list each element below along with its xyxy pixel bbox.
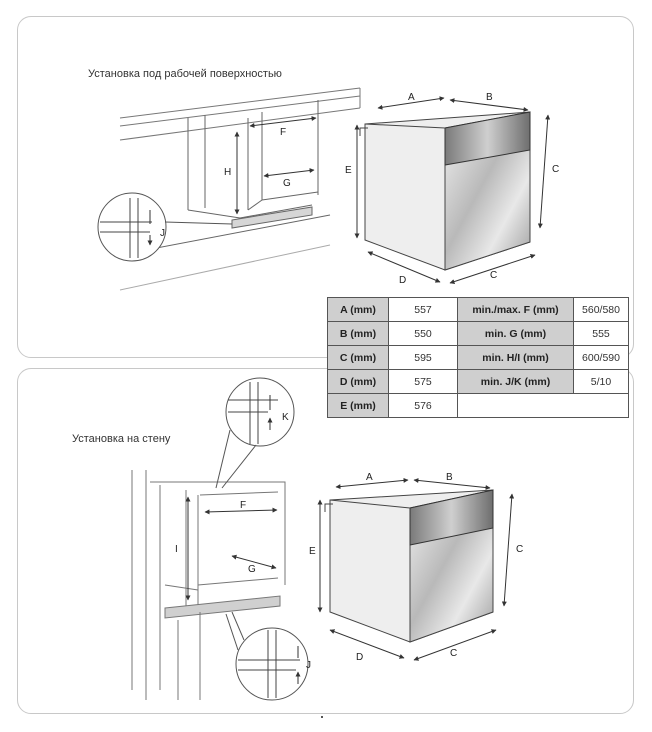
label-a-top: A <box>408 92 415 103</box>
label-c2-top: C <box>490 270 498 281</box>
table-value: 595 <box>389 346 458 370</box>
table-row <box>328 298 629 322</box>
table-row <box>328 346 629 370</box>
table-row <box>328 394 629 418</box>
label-i: I <box>175 544 178 555</box>
top-title: Установка под рабочей поверхностью <box>88 68 282 80</box>
oven-bottom <box>325 490 493 642</box>
table-key: min./max. F (mm) <box>458 298 574 322</box>
label-b-bottom: B <box>446 472 453 483</box>
table-value: 576 <box>389 394 458 418</box>
table-key: min. G (mm) <box>458 322 574 346</box>
detail-k <box>216 378 294 488</box>
label-h: H <box>224 167 232 178</box>
dim-g-line <box>264 170 314 176</box>
label-d-top: D <box>399 275 407 286</box>
table-row <box>328 370 629 394</box>
table-key: E (mm) <box>328 394 389 418</box>
table-key: min. H/I (mm) <box>458 346 574 370</box>
label-e-top: E <box>345 165 352 176</box>
label-k: K <box>282 412 289 423</box>
table-value: 560/580 <box>574 298 629 322</box>
table-value: 550 <box>389 322 458 346</box>
label-c2-bottom: C <box>450 648 458 659</box>
label-j-bottom: J <box>306 660 311 671</box>
oven-top <box>360 112 530 270</box>
label-c-bottom: C <box>516 544 524 555</box>
label-b-top: B <box>486 92 493 103</box>
label-f-bottom: F <box>240 500 247 511</box>
label-g-bottom: G <box>248 564 256 575</box>
table-empty-cell <box>458 394 574 418</box>
table-key: min. J/K (mm) <box>458 370 574 394</box>
label-e-bottom: E <box>309 546 316 557</box>
label-f: F <box>280 127 287 138</box>
table-value: 5/10 <box>574 370 629 394</box>
dim-f-line <box>250 118 316 126</box>
bottom-dot <box>321 716 323 718</box>
table-key: A (mm) <box>328 298 389 322</box>
label-a-bottom: A <box>366 472 373 483</box>
dim-c-line-bottom <box>504 494 512 606</box>
label-g: G <box>283 178 291 189</box>
detail-j-top <box>98 193 232 261</box>
countertop <box>120 88 360 140</box>
label-c-top: C <box>552 164 560 175</box>
table-key: B (mm) <box>328 322 389 346</box>
table-value: 557 <box>389 298 458 322</box>
detail-j-bottom <box>226 612 308 700</box>
table-empty-cell <box>574 394 629 418</box>
label-j-top: J <box>160 228 165 239</box>
table-row <box>328 322 629 346</box>
table-key: D (mm) <box>328 370 389 394</box>
cabinet-niche <box>120 100 330 290</box>
dimensions-table <box>327 297 629 418</box>
table-value: 575 <box>389 370 458 394</box>
label-d-bottom: D <box>356 652 364 663</box>
bottom-title: Установка на стену <box>72 433 171 445</box>
dim-c-line-top <box>540 115 548 228</box>
table-value: 600/590 <box>574 346 629 370</box>
table-key: C (mm) <box>328 346 389 370</box>
table-value: 555 <box>574 322 629 346</box>
